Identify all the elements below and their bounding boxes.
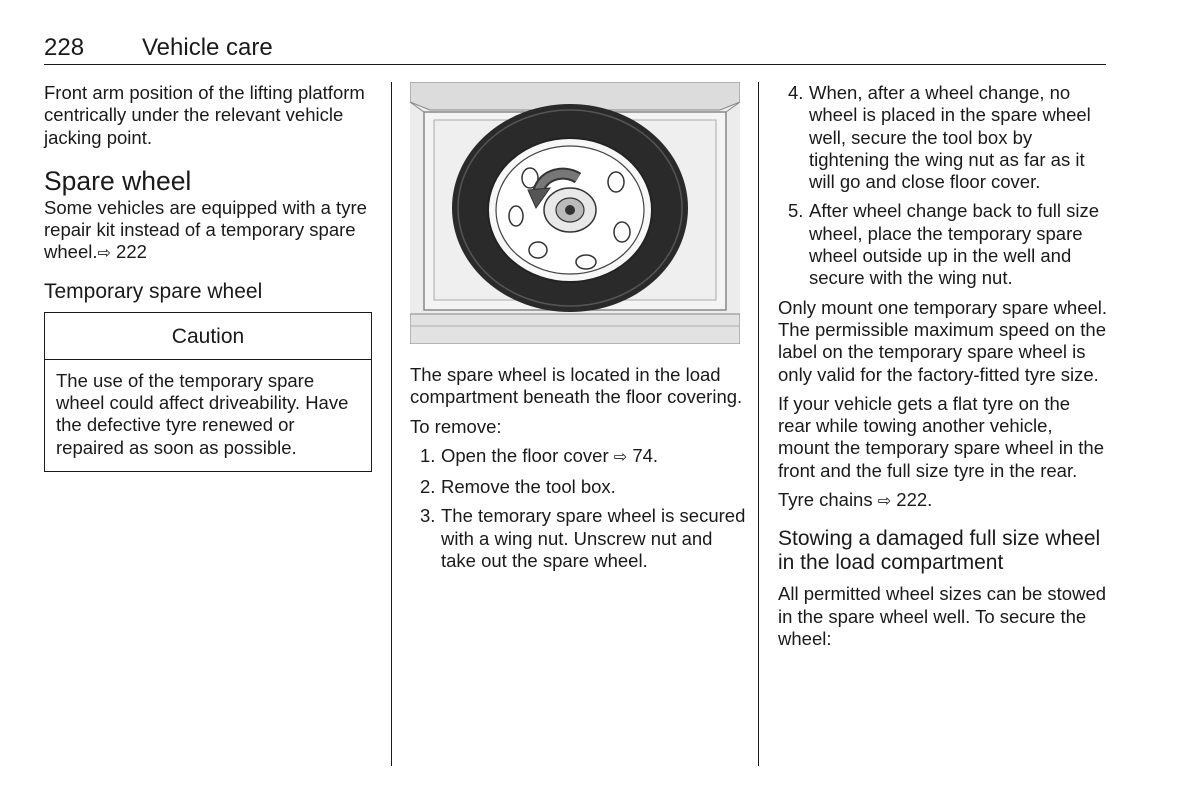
list-item — [410, 445, 746, 469]
towing-paragraph: If your vehicle gets a flat tyre on the rear while towing another vehicle, mount the temporary spare wheel in the front and the full size tyre in the rear. — [778, 392, 1104, 481]
column-middle — [410, 82, 746, 572]
step-text: When, after a wheel change, no wheel is placed in the spare wheel well, secure the tool box by tightening the wing nut as far as it will go and close floor cover. — [809, 82, 1091, 193]
column-right — [778, 82, 1108, 650]
tyre-chains-paragraph — [778, 489, 1108, 513]
page-header — [44, 32, 1106, 65]
step-number: 5. — [788, 200, 804, 222]
list-item — [410, 505, 746, 572]
column-divider — [391, 82, 392, 766]
cross-reference-icon: ⇨ — [877, 493, 892, 511]
heading-temporary-spare-wheel: Temporary spare wheel — [44, 279, 263, 303]
step-text: After wheel change back to full size wheel, place the temporary spare wheel outside up in the well and secure with the wing nut. — [809, 200, 1099, 289]
column-divider — [758, 82, 759, 766]
page-reference[interactable]: 222 — [116, 241, 147, 263]
heading-stowing-damaged-wheel: Stowing a damaged full size wheel in the load compartment — [778, 527, 1101, 575]
step-number: 1. — [420, 444, 436, 466]
removal-steps — [410, 445, 746, 572]
page-reference[interactable]: 74. — [632, 444, 659, 466]
column-left — [44, 82, 376, 472]
mount-paragraph: Only mount one temporary spare wheel. The permissible maximum speed on the label on the temporary spare wheel is only valid for the factory-fitted tyre size. — [778, 296, 1108, 385]
location-paragraph: The spare wheel is located in the load compartment beneath the floor covering. — [410, 364, 743, 408]
page-number: 228 — [44, 34, 85, 61]
heading-spare-wheel: Spare wheel — [44, 165, 192, 196]
step-number: 4. — [788, 82, 804, 103]
wheel-change-steps — [778, 82, 1108, 290]
cross-reference-icon: ⇨ — [97, 245, 111, 263]
page-reference[interactable]: 222. — [896, 489, 933, 511]
spare-wheel-illustration — [410, 82, 740, 344]
step-number: 2. — [420, 476, 436, 498]
caution-title: Caution — [45, 313, 371, 360]
section-title: Vehicle care — [142, 34, 273, 61]
caution-text: The use of the temporary spare wheel could affect driveability. Have the defective tyre renewed or repaired as soon as possible. — [56, 369, 349, 458]
cross-reference-icon: ⇨ — [613, 448, 628, 466]
caution-box — [44, 312, 372, 472]
step-text: Remove the tool box. — [441, 476, 616, 498]
tyre-chains-text: Tyre chains — [778, 489, 873, 511]
spare-wheel-paragraph — [44, 197, 376, 266]
step-number: 3. — [420, 505, 436, 527]
intro-paragraph: Front arm position of the lifting platform centrically under the relevant vehicle jacking point. — [44, 82, 365, 148]
stowing-paragraph: All permitted wheel sizes can be stowed in the spare wheel well. To secure the wheel: — [778, 583, 1107, 649]
to-remove-label: To remove: — [410, 415, 502, 437]
list-item — [410, 476, 746, 498]
spare-wheel-text: Some vehicles are equipped with a tyre repair kit instead of a temporary spare wheel. — [44, 196, 367, 263]
list-item — [778, 200, 1108, 289]
step-text: Open the floor cover — [441, 444, 609, 466]
list-item — [778, 82, 1108, 193]
step-text: The temorary spare wheel is secured with a wing nut. Unscrew nut and take out the spare wheel. — [441, 505, 746, 572]
